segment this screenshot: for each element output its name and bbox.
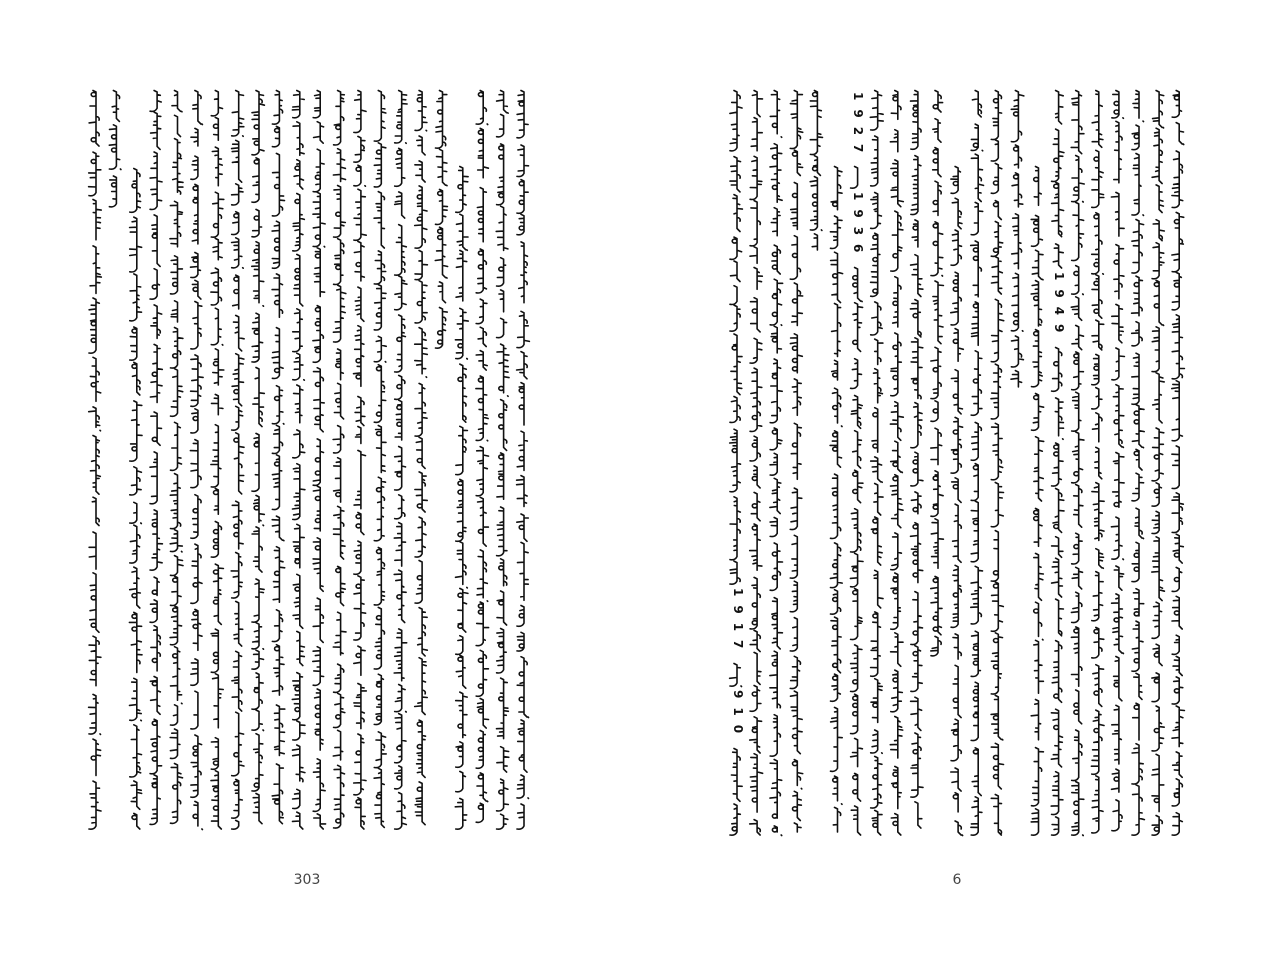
script-column [109,91,121,207]
script-column [790,91,802,833]
script-column [374,91,386,828]
script-column [476,91,489,823]
script-column [1091,91,1104,834]
script-column [1011,91,1024,387]
script-column [190,91,203,830]
script-column [810,91,822,251]
script-column [1152,91,1165,836]
script-column [150,91,162,825]
script-column [354,91,367,830]
script-column [931,91,944,656]
script-column [272,91,285,824]
script-column [313,91,326,830]
script-column [870,91,883,836]
script-column [991,91,1004,836]
script-column [1031,167,1044,836]
script-column [770,91,783,836]
script-column [252,91,265,824]
page-number-left: 303 [293,872,321,888]
script-column [415,91,428,825]
inline-number: 1917 [731,588,745,658]
right-page-text-block [730,91,1185,836]
script-column [394,91,407,830]
script-column [496,91,509,830]
inline-number: 1936 [851,192,865,262]
inline-number: 1949 [1052,272,1066,342]
script-column [951,167,964,836]
script-column [750,91,763,836]
script-column [129,169,142,830]
script-column [455,167,468,830]
script-column [850,167,863,836]
script-column [1051,91,1064,836]
script-column [1111,91,1124,831]
inline-number: 1927 [851,92,865,162]
page-number-right: 6 [952,872,962,888]
script-column [333,91,346,829]
script-column [231,91,244,830]
script-column [1172,91,1185,836]
script-column [1132,91,1145,836]
script-column [517,91,530,830]
script-column [910,91,923,829]
script-column [971,91,984,836]
script-column [211,91,224,830]
script-column [89,91,102,830]
inline-number: 910 [731,690,745,743]
left-page-text-block [89,91,530,830]
script-column [170,91,183,824]
script-column [1071,91,1084,836]
script-column [890,91,903,836]
script-column [830,167,843,833]
script-column [435,91,447,349]
script-column [292,91,305,830]
